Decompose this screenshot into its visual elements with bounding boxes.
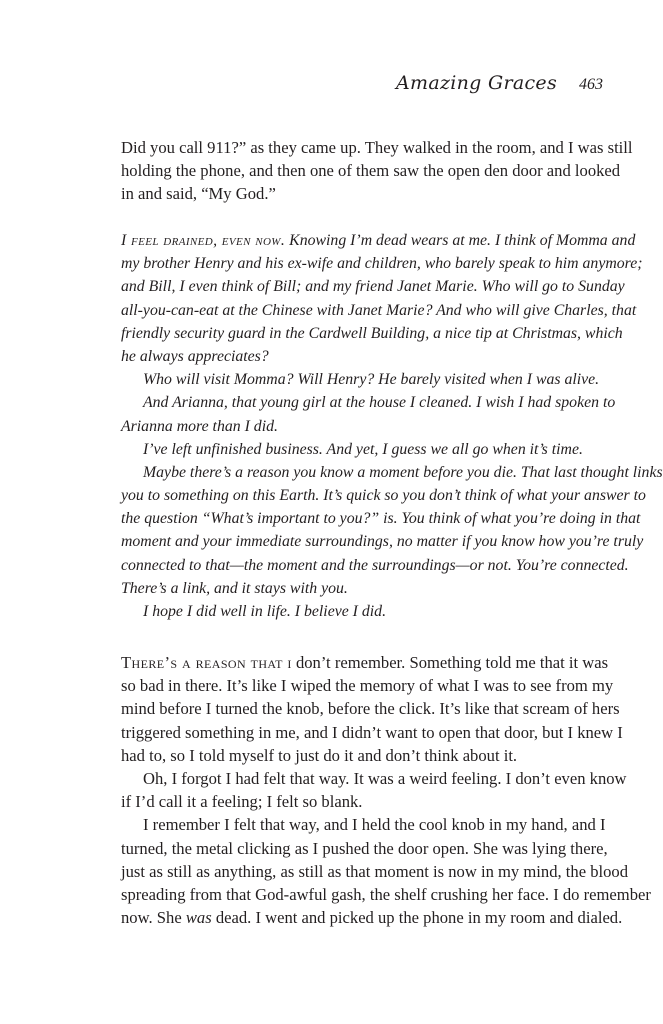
running-head-title: Amazing Graces bbox=[395, 72, 557, 94]
text-line: Who will visit Momma? Will Henry? He barely visited when I was alive. bbox=[143, 371, 600, 389]
text-line: if I’d call it a feeling; I felt so blank. bbox=[121, 792, 363, 812]
text-span: dead. I went and picked up the phone in my room and dialed. bbox=[211, 908, 623, 928]
italic-section bbox=[121, 229, 663, 623]
text-line: Did you call 911?” as they came up. They walked in the room, and I was still bbox=[121, 138, 633, 157]
text-line: turned, the metal clicking as I pushed the door open. She was lying there, bbox=[121, 838, 608, 858]
text-line: in and said, “My God.” bbox=[121, 184, 276, 204]
text-span: Knowing I’m dead wears at me. I think of Momma and bbox=[285, 232, 636, 249]
roman-section bbox=[121, 651, 651, 929]
text-line: There’s a link, and it stays with you. bbox=[121, 579, 348, 597]
text-line: so bad in there. It’s like I wiped the memory of what I was to see from my bbox=[121, 676, 614, 696]
text-line: mind before I turned the knob, before the click. It’s like that scream of hers bbox=[121, 699, 620, 719]
text-line: he always appreciates? bbox=[121, 347, 269, 365]
text-line: and Bill, I even think of Bill; and my friend Janet Marie. Who will go to Sunday bbox=[121, 278, 625, 296]
text-line: Oh, I forgot I had felt that way. It was a weird feeling. I don’t even know bbox=[143, 768, 627, 788]
text-line: my brother Henry and his ex-wife and children, who barely speak to him anymore; bbox=[121, 255, 643, 273]
text-line: Maybe there’s a reason you know a moment before you die. That last thought links bbox=[143, 463, 663, 481]
section-lead-smallcaps: There’s a reason that i bbox=[121, 653, 292, 672]
section-lead-smallcaps: I feel drained, even now. bbox=[121, 232, 286, 249]
text-line: friendly security guard in the Cardwell Building, a nice tip at Christmas, which bbox=[121, 324, 623, 342]
text-line: connected to that—the moment and the surroundings—or not. You’re connected. bbox=[121, 556, 629, 574]
text-span: now. She bbox=[121, 908, 186, 928]
text-line bbox=[121, 906, 623, 929]
text-line: had to, so I told myself to just do it and don’t think about it. bbox=[121, 745, 518, 765]
text-line: moment and your immediate surroundings, no matter if you know how you’re truly bbox=[121, 533, 644, 551]
text-span: don’t remember. Something told me that it was bbox=[291, 653, 609, 672]
text-line: triggered something in me, and I didn’t want to open that door, but I knew I bbox=[121, 722, 623, 742]
text-line bbox=[121, 229, 636, 252]
paragraph-continuation bbox=[121, 136, 633, 206]
text-line: just as still as anything, as still as that moment is now in my mind, the blood bbox=[121, 861, 629, 881]
running-head bbox=[396, 72, 603, 94]
text-line: I hope I did well in life. I believe I did. bbox=[143, 603, 387, 620]
text-line: spreading from that God-awful gash, the shelf crushing her face. I do remember bbox=[121, 884, 651, 904]
text-line: the question “What’s important to you?” is. You think of what you’re doing in that bbox=[121, 510, 641, 528]
text-line: all-you-can-eat at the Chinese with Janet Marie? And who will give Charles, that bbox=[121, 301, 637, 319]
text-line: holding the phone, and then one of them saw the open den door and looked bbox=[121, 161, 621, 181]
text-line: you to something on this Earth. It’s quick so you don’t think of what your answer to bbox=[121, 487, 646, 505]
emphasis-text: was bbox=[185, 908, 212, 928]
text-line: I’ve left unfinished business. And yet, I guess we all go when it’s time. bbox=[143, 440, 583, 458]
text-line bbox=[121, 651, 609, 674]
text-line: And Arianna, that young girl at the house I cleaned. I wish I had spoken to bbox=[143, 394, 616, 412]
text-line: Arianna more than I did. bbox=[121, 417, 278, 435]
text-line: I remember I felt that way, and I held the cool knob in my hand, and I bbox=[143, 815, 606, 835]
page-number: 463 bbox=[579, 76, 603, 93]
